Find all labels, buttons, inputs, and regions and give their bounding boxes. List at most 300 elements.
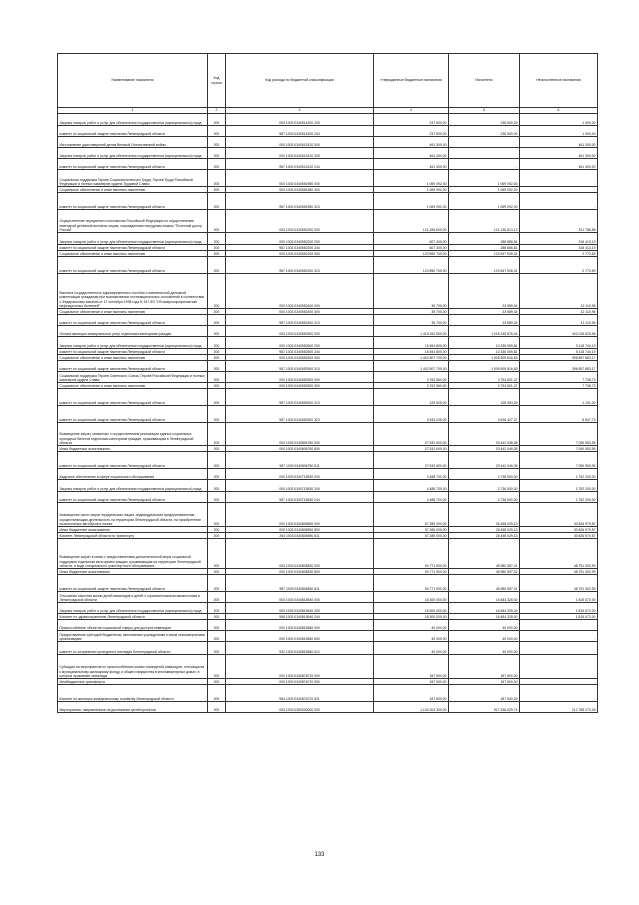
row-approved: 40 000,00: [374, 631, 449, 642]
table-row: [58, 702, 598, 713]
row-approved: 94 771 900,00: [374, 575, 449, 592]
row-remaining: 2 773,69: [520, 257, 598, 274]
row-budget-code: 000 1003 0340874070 000: [226, 655, 374, 679]
row-budget-code: 000 1003 0340715530 200: [226, 480, 374, 492]
row-executed: 20 442 046,05: [449, 452, 520, 469]
row-budget-code: 000 1003 0340552500 300: [226, 355, 374, 361]
row-budget-code: 000 1003 0340806830 000: [226, 539, 374, 569]
row-approved: 607 300,00: [374, 245, 449, 251]
row-line-code: 200: [208, 480, 226, 492]
row-name: Социальное обеспечение и иные выплаты населению: [58, 383, 208, 389]
row-name: Закупка товаров, работ и услуг для обеспечения государственных (муниципальных) нужд: [58, 233, 208, 245]
row-name: Оплата жилищно-коммунальных услуг отдельным категориям граждан: [58, 326, 208, 337]
table-row: [58, 389, 598, 406]
row-budget-code: 987 1003 0340806830 811: [226, 575, 374, 592]
row-remaining: -: [520, 679, 598, 685]
row-remaining: 7 738,73: [520, 383, 598, 389]
row-executed: 23 589,04: [449, 309, 520, 315]
row-name: комитет по социальной защите населения Ленинградской области: [58, 159, 208, 170]
row-line-code: 200: [208, 642, 226, 655]
row-budget-code: 000 1003 0340552400 300: [226, 309, 374, 315]
row-name: комитет по социальной защите населения Ленинградской области: [58, 389, 208, 406]
row-executed: 45 980 597,01: [449, 569, 520, 575]
table-row: [58, 148, 598, 159]
row-approved: 1 069 092,00: [374, 187, 449, 193]
table-row: [58, 452, 598, 469]
row-name: Комитет по жилищно-коммунальному хозяйству Ленинградской области: [58, 685, 208, 702]
row-line-code: 200: [208, 372, 226, 383]
row-approved: 57 285 000,00: [374, 527, 449, 533]
row-budget-code: 000 1003 0340815560 000: [226, 620, 374, 631]
table-row: [58, 257, 598, 274]
row-line-code: 200: [208, 148, 226, 159]
row-line-code: 200: [208, 503, 226, 527]
row-line-code: 200: [208, 355, 226, 361]
row-line-code: 200: [208, 114, 226, 126]
row-budget-code: 984 1003 0340874070 521: [226, 685, 374, 702]
row-name: Социальная поддержка Героев Советского Союза, Героев Российской Федерации и полных кавалеров ордена Славы: [58, 372, 208, 383]
row-budget-code: 000 1003 0340806780 800: [226, 446, 374, 452]
row-name: Закупка товаров, работ и услуг для обеспечения государственных (муниципальных) нужд: [58, 148, 208, 159]
row-name: комитет по социальной защите населения Ленинградской области: [58, 406, 208, 423]
row-line-code: 200: [208, 193, 226, 210]
row-executed: 1 069 092,00: [449, 193, 520, 210]
row-approved: 461 300,00: [374, 159, 449, 170]
row-remaining: 396 897 883,17: [520, 355, 598, 361]
row-remaining: 461 300,00: [520, 137, 598, 148]
table-row: [58, 492, 598, 503]
row-remaining: 212 768 270,26: [520, 702, 598, 713]
row-budget-code: 987 1003 0340551980 313: [226, 193, 374, 210]
row-line-code: 200: [208, 423, 226, 446]
table-header-row: [58, 54, 598, 108]
row-approved: 120 850 700,00: [374, 257, 449, 274]
row-remaining: 321 786,88: [520, 210, 598, 233]
row-budget-code: 000 1003 0340515120 000: [226, 137, 374, 148]
row-approved: 27 532 600,00: [374, 452, 449, 469]
row-name: Иные бюджетные ассигнования: [58, 446, 208, 452]
row-name: Выплата государственного единовременного пособия и ежемесячной денежной компенсации гражданам при возникновении поствакцинальных осложнений в соответствии с Федеральным законом от 17 сентября 1998 года N 157-ФЗ "Об иммунопрофилактике инфекционных болезней": [58, 274, 208, 309]
row-approved: 129 525,00: [374, 389, 449, 406]
row-name: Закупка товаров, работ и услуг для обеспечения государственных (муниципальных) нужд: [58, 114, 208, 126]
row-executed: -: [449, 159, 520, 170]
row-budget-code: 000 1003 0340806780 000: [226, 423, 374, 446]
header-budget-code: Код расхода по бюджетной классификации: [226, 54, 374, 108]
row-executed: 20 442 046,05: [449, 446, 520, 452]
row-remaining: 1 752 200,00: [520, 492, 598, 503]
row-approved: 3 762 560,00: [374, 372, 449, 383]
row-name: комитет по социальной защите населения Ленинградской области: [58, 257, 208, 274]
row-name: комитет по социальной защите населения Ленинградской области: [58, 575, 208, 592]
row-remaining: -: [520, 642, 598, 655]
table-row: [58, 469, 598, 480]
row-approved: 94 771 900,00: [374, 539, 449, 569]
row-line-code: 200: [208, 533, 226, 539]
row-approved: 4 488 700,00: [374, 469, 449, 480]
header-executed: Исполнено: [449, 54, 520, 108]
row-line-code: 200: [208, 349, 226, 355]
row-line-code: 200: [208, 361, 226, 372]
row-approved: 4 488 700,00: [374, 480, 449, 492]
table-row: [58, 114, 598, 126]
row-line-code: 200: [208, 702, 226, 713]
row-line-code: 200: [208, 679, 226, 685]
table-row: [58, 193, 598, 210]
row-executed: 1 016 245 876,04: [449, 326, 520, 337]
table-row: [58, 361, 598, 372]
row-remaining: 1 000,00: [520, 114, 598, 126]
row-budget-code: 987 1003 0340552500 313: [226, 361, 374, 372]
row-remaining: 1 815 672,00: [520, 603, 598, 614]
row-remaining: 30 826 970,87: [520, 533, 598, 539]
row-line-code: 200: [208, 337, 226, 349]
row-executed: 23 589,04: [449, 315, 520, 326]
row-remaining: 2 773,69: [520, 251, 598, 257]
table-row: [58, 603, 598, 614]
budget-report-sheet: [57, 53, 597, 713]
header-remaining: Неисполненные назначения: [520, 54, 598, 108]
row-name: Возмещение части затрат юридическим лицам, индивидуальным предпринимателям, осуществляющим деятельность на территории Ленинградской области, на приобретение низкопольных автобусов в лизинг: [58, 503, 208, 527]
table-row: [58, 326, 598, 337]
row-executed: 1 005 909 816,83: [449, 355, 520, 361]
row-remaining: 30 826 970,87: [520, 503, 598, 527]
row-approved: 1 140 204 300,00: [374, 702, 449, 713]
row-approved: 187 500,00: [374, 679, 449, 685]
row-remaining: 461 300,00: [520, 148, 598, 159]
row-executed: 1 069 092,00: [449, 170, 520, 187]
row-remaining: -: [520, 620, 598, 631]
row-approved: 3 633 035,00: [374, 406, 449, 423]
row-name: Кадровое обеспечение в сфере социального обслуживания: [58, 469, 208, 480]
row-executed: 121 136 813,12: [449, 210, 520, 233]
row-approved: 1 402 807 700,00: [374, 361, 449, 372]
row-executed: 927 436 029,74: [449, 702, 520, 713]
row-approved: 237 500,00: [374, 126, 449, 137]
table-row: [58, 372, 598, 383]
table-row: [58, 337, 598, 349]
row-line-code: 200: [208, 539, 226, 569]
page-number: 133: [314, 852, 325, 858]
row-approved: 18 300 000,00: [374, 614, 449, 620]
row-executed: 40 000,00: [449, 631, 520, 642]
table-row: [58, 274, 598, 309]
row-name: комитет по социальной защите населения Ленинградской области: [58, 126, 208, 137]
row-executed: 120 847 926,31: [449, 257, 520, 274]
row-executed: 3 754 821,27: [449, 372, 520, 383]
table-row: [58, 592, 598, 603]
row-executed: 26 458 029,13: [449, 527, 520, 533]
row-name: комитет по социальной защите населения Ленинградской области: [58, 193, 208, 210]
row-remaining: 318 413,19: [520, 233, 598, 245]
row-remaining: -: [520, 170, 598, 187]
row-name: Субсидии на мероприятия по приспособлению жилых помещений инвалидов, относящихся к муниципальному жилищному фонду, и общего имущества в многоквартирных домах, в которых проживают инвалиды: [58, 655, 208, 679]
table-row: [58, 423, 598, 446]
row-budget-code: 000 1003 0340806830 800: [226, 569, 374, 575]
row-name: Социальное обеспечение и иные выплаты населению: [58, 251, 208, 257]
row-line-code: 200: [208, 187, 226, 193]
row-executed: 288 886,81: [449, 245, 520, 251]
row-line-code: 200: [208, 137, 226, 148]
row-executed: 16 484 328,00: [449, 592, 520, 603]
row-name: комитет по социальной защите населения Ленинградской области: [58, 349, 208, 355]
row-name: комитет по социальной защите населения Ленинградской области: [58, 452, 208, 469]
row-budget-code: 000 1003 0340874070 500: [226, 679, 374, 685]
row-name: Закупка товаров, работ и услуг для обеспечения государственных (муниципальных) нужд: [58, 337, 208, 349]
row-budget-code: 000 1003 0340551980 000: [226, 170, 374, 187]
row-line-code: 200: [208, 257, 226, 274]
column-number: 2: [208, 108, 226, 114]
row-line-code: 200: [208, 575, 226, 592]
row-budget-code: 000 1003 0340806550 000: [226, 503, 374, 527]
table-row: [58, 685, 598, 702]
row-budget-code: 000 1003 0340552520 300: [226, 383, 374, 389]
row-remaining: 48 791 302,99: [520, 569, 598, 575]
row-executed: 16 484 328,00: [449, 603, 520, 614]
row-budget-code: 987 1003 0340515120 244: [226, 159, 374, 170]
row-approved: 27 532 600,00: [374, 423, 449, 446]
table-row: [58, 642, 598, 655]
row-executed: 16 484 328,00: [449, 614, 520, 620]
row-line-code: 200: [208, 631, 226, 642]
row-name: Иные бюджетные ассигнования: [58, 569, 208, 575]
row-approved: 35 700,00: [374, 309, 449, 315]
column-number: 1: [58, 108, 208, 114]
row-name: Изготовление удостоверений детям Великой Отечественной войны: [58, 137, 208, 148]
row-name: Межбюджетные трансферты: [58, 679, 208, 685]
table-row: [58, 539, 598, 569]
row-name: Предоставление субсидий бюджетным, автономным учреждениям и иным некоммерческим организациям: [58, 631, 208, 642]
row-budget-code: 987 1003 0340552200 313: [226, 257, 374, 274]
column-number: 3: [226, 108, 374, 114]
row-executed: -: [449, 148, 520, 159]
row-executed: 23 589,04: [449, 274, 520, 309]
row-executed: -: [449, 137, 520, 148]
row-name: комитет по сохранению культурного наследия Ленинградской области: [58, 642, 208, 655]
row-remaining: 6 607,73: [520, 406, 598, 423]
row-executed: 236 500,00: [449, 114, 520, 126]
row-approved: 1 069 092,00: [374, 193, 449, 210]
row-remaining: 5 118 740,19: [520, 349, 598, 355]
row-remaining: 5 118 740,19: [520, 337, 598, 349]
row-line-code: 200: [208, 603, 226, 614]
row-line-code: 200: [208, 614, 226, 620]
row-approved: 237 500,00: [374, 114, 449, 126]
table-row: [58, 503, 598, 527]
row-approved: 40 000,00: [374, 620, 449, 631]
row-executed: 1 069 092,00: [449, 187, 520, 193]
row-approved: 35 700,00: [374, 274, 449, 309]
row-line-code: 200: [208, 383, 226, 389]
row-name: Комитет по здравоохранению Ленинградской области: [58, 614, 208, 620]
row-budget-code: 000 1003 0340806550 800: [226, 527, 374, 533]
row-executed: 26 458 029,13: [449, 533, 520, 539]
row-approved: 461 300,00: [374, 137, 449, 148]
row-executed: 120 847 926,31: [449, 251, 520, 257]
row-line-code: 200: [208, 170, 226, 187]
table-row: [58, 631, 598, 642]
row-name: Комитет Ленинградской области по транспорту: [58, 533, 208, 539]
row-executed: 187 500,00: [449, 685, 520, 702]
row-line-code: 200: [208, 245, 226, 251]
row-approved: 57 285 000,00: [374, 533, 449, 539]
row-budget-code: 987 1003 0340806780 811: [226, 452, 374, 469]
row-name: Закупка товаров, работ и услуг для обеспечения государственных (муниципальных) нужд: [58, 603, 208, 614]
row-budget-code: 000 1003 0340552500 200: [226, 337, 374, 349]
row-executed: 40 000,00: [449, 620, 520, 631]
table-row: [58, 620, 598, 631]
row-approved: 187 500,00: [374, 655, 449, 679]
row-remaining: 1 815 672,00: [520, 592, 598, 603]
row-budget-code: 000 1003 0350000000 000: [226, 702, 374, 713]
row-approved: 57 285 000,00: [374, 503, 449, 527]
row-remaining: 12 110,96: [520, 274, 598, 309]
row-name: комитет по социальной защите населения Ленинградской области: [58, 315, 208, 326]
header-line-code: Код строки: [208, 54, 226, 108]
row-line-code: 200: [208, 685, 226, 702]
row-remaining: 7 738,73: [520, 372, 598, 383]
row-executed: 187 500,00: [449, 679, 520, 685]
row-remaining: 7 090 553,95: [520, 423, 598, 446]
row-line-code: 200: [208, 389, 226, 406]
row-approved: 120 850 700,00: [374, 251, 449, 257]
row-remaining: 30 826 970,87: [520, 527, 598, 533]
row-line-code: 200: [208, 569, 226, 575]
row-line-code: 200: [208, 492, 226, 503]
row-line-code: 200: [208, 315, 226, 326]
table-row: [58, 480, 598, 492]
row-approved: 18 300 000,00: [374, 592, 449, 603]
row-line-code: 200: [208, 309, 226, 315]
row-executed: 45 980 597,01: [449, 575, 520, 592]
row-approved: 35 700,00: [374, 315, 449, 326]
table-row: [58, 655, 598, 679]
row-executed: 236 500,00: [449, 126, 520, 137]
row-approved: 187 500,00: [374, 685, 449, 702]
row-approved: 1 069 092,00: [374, 170, 449, 187]
row-name: Улучшение качества жизни детей-инвалидов и детей с ограниченными возможностями в Ленинградской области: [58, 592, 208, 603]
row-budget-code: 000 1003 0340815540 200: [226, 603, 374, 614]
row-budget-code: 987 1003 0340552520 323: [226, 406, 374, 423]
row-executed: 128 394,00: [449, 389, 520, 406]
table-row: [58, 575, 598, 592]
row-budget-code: 987 1003 0340715530 244: [226, 492, 374, 503]
row-budget-code: 254 1003 0340806550 811: [226, 533, 374, 539]
row-executed: 2 736 500,00: [449, 469, 520, 480]
row-remaining: 1 131,00: [520, 389, 598, 406]
row-name: Возмещение затрат, связанных с осуществлением реализации единых социальных проездных билетов отдельным категориям граждан, проживающим в Ленинградской области: [58, 423, 208, 446]
row-budget-code: 000 1003 0340552500 000: [226, 326, 374, 337]
row-line-code: 200: [208, 592, 226, 603]
row-approved: 461 300,00: [374, 148, 449, 159]
row-approved: 15 454 800,00: [374, 337, 449, 349]
header-approved: Утвержденные бюджетные назначения: [374, 54, 449, 108]
row-budget-code: 987 1003 0340552200 244: [226, 245, 374, 251]
row-approved: 607 300,00: [374, 233, 449, 245]
row-executed: 26 458 029,13: [449, 503, 520, 527]
row-remaining: 402 016 623,96: [520, 326, 598, 337]
table-row: [58, 159, 598, 170]
row-budget-code: 988 1003 0340815540 244: [226, 614, 374, 620]
row-budget-code: 000 1003 0340552520 000: [226, 372, 374, 383]
column-number: 4: [374, 108, 449, 114]
row-line-code: 200: [208, 126, 226, 137]
row-remaining: 12 110,96: [520, 309, 598, 315]
row-approved: 15 454 800,00: [374, 349, 449, 355]
row-budget-code: 987 1003 0340552400 313: [226, 315, 374, 326]
row-name: Социальное обеспечение и иные выплаты населению: [58, 355, 208, 361]
row-line-code: 200: [208, 251, 226, 257]
row-remaining: -: [520, 655, 598, 679]
row-name: Возмещение затрат в связи с предоставлением дополнительной меры социальной поддержки отдельным категориям граждан, проживающим на территории Ленинградской области, в виде специального транспортного обслуживания: [58, 539, 208, 569]
row-remaining: 1 752 200,00: [520, 480, 598, 492]
table-row: [58, 406, 598, 423]
row-line-code: 200: [208, 452, 226, 469]
row-remaining: 48 791 302,99: [520, 575, 598, 592]
header-indicator-name: Наименование показателя: [58, 54, 208, 108]
row-name: Мероприятия, направленные на достижение целей проектов: [58, 702, 208, 713]
table-body: [58, 114, 598, 713]
row-budget-code: 000 1003 0340815540 000: [226, 592, 374, 603]
row-remaining: 396 897 883,17: [520, 361, 598, 372]
row-approved: 1 418 262 500,00: [374, 326, 449, 337]
row-executed: 40 000,00: [449, 642, 520, 655]
table-row: [58, 315, 598, 326]
row-approved: 4 488 700,00: [374, 492, 449, 503]
row-budget-code: 987 1003 0340514200 244: [226, 126, 374, 137]
row-budget-code: 987 1003 0340552520 313: [226, 389, 374, 406]
row-name: комитет по социальной защите населения Ленинградской области: [58, 245, 208, 251]
row-budget-code: 000 1003 0340552200 000: [226, 210, 374, 233]
row-name: Иные бюджетные ассигнования: [58, 527, 208, 533]
row-line-code: 200: [208, 210, 226, 233]
row-remaining: 1 752 200,00: [520, 469, 598, 480]
row-line-code: 200: [208, 527, 226, 533]
row-remaining: 318 413,19: [520, 245, 598, 251]
row-budget-code: 000 1003 0340552200 200: [226, 233, 374, 245]
row-line-code: 200: [208, 469, 226, 480]
row-remaining: -: [520, 631, 598, 642]
row-name: Приспособление объектов социальной сферы для доступа инвалидов: [58, 620, 208, 631]
table-row: [58, 126, 598, 137]
row-budget-code: 000 1003 0340551980 300: [226, 187, 374, 193]
row-approved: 3 762 560,00: [374, 383, 449, 389]
row-line-code: 200: [208, 233, 226, 245]
column-number: 6: [520, 108, 598, 114]
row-line-code: 200: [208, 274, 226, 309]
row-executed: 2 736 500,00: [449, 492, 520, 503]
row-remaining: -: [520, 685, 598, 702]
row-remaining: 461 300,00: [520, 159, 598, 170]
row-name: Социальная поддержка Героев Социалистического Труда, Героев Труда Российской Федерации и полных кавалеров ордена Трудовой Славы: [58, 170, 208, 187]
table-row: [58, 137, 598, 148]
row-remaining: 48 791 302,99: [520, 539, 598, 569]
row-remaining: 1 000,00: [520, 126, 598, 137]
row-budget-code: 987 1003 0340552500 244: [226, 349, 374, 355]
table-row: [58, 210, 598, 233]
row-budget-code: 000 1003 0340514200 200: [226, 114, 374, 126]
row-remaining: 7 090 553,95: [520, 446, 598, 452]
row-line-code: 200: [208, 620, 226, 631]
budget-execution-table: [57, 53, 598, 713]
row-approved: 40 000,00: [374, 642, 449, 655]
table-row: [58, 170, 598, 187]
row-remaining: 1 815 672,00: [520, 614, 598, 620]
column-number: 5: [449, 108, 520, 114]
row-name: Закупка товаров, работ и услуг для обеспечения государственных (муниципальных) нужд: [58, 480, 208, 492]
row-executed: 45 980 597,01: [449, 539, 520, 569]
row-executed: 10 336 059,81: [449, 337, 520, 349]
row-remaining: -: [520, 187, 598, 193]
